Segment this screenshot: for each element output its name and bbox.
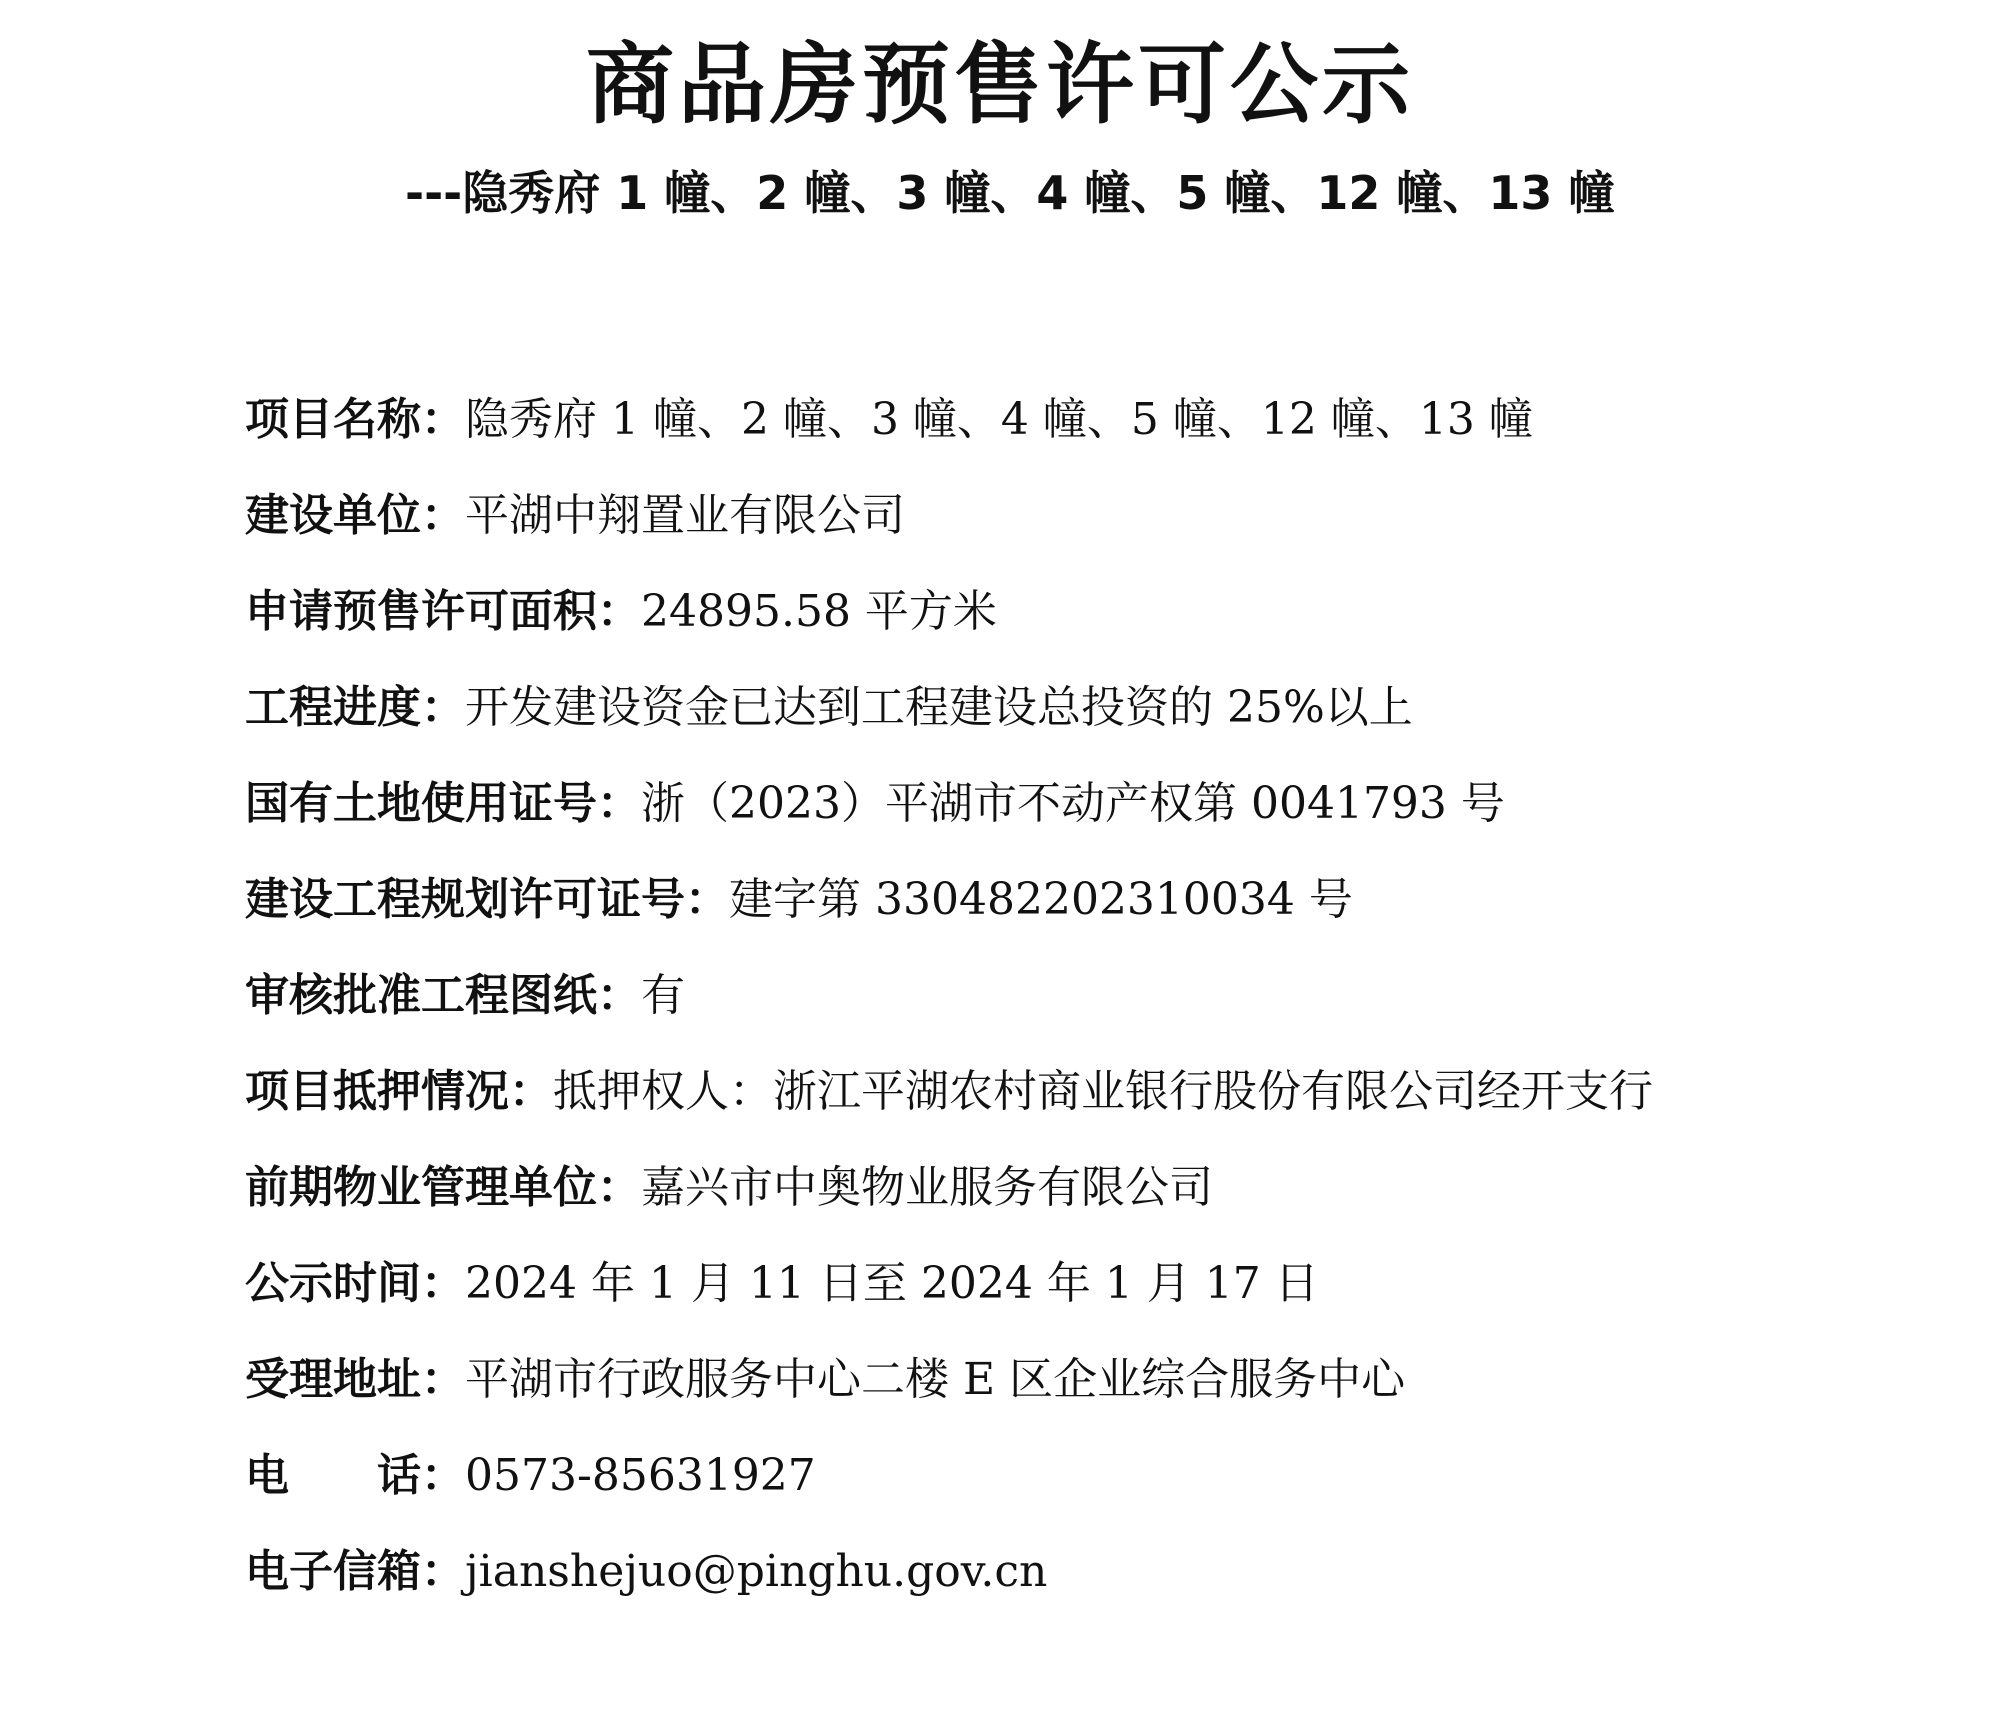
page-title: 商品房预售许可公示 [585,33,1414,136]
field-value: 开发建设资金已达到工程建设总投资的 25%以上 [465,682,1413,733]
field-progress [245,660,1805,756]
field-value: 平湖中翔置业有限公司 [465,490,905,541]
field-developer [245,468,1805,564]
field-value: 2024 年 1 月 11 日至 2024 年 1 月 17 日 [465,1258,1319,1309]
field-presale-area [245,564,1805,660]
field-value: 隐秀府 1 幢、2 幢、3 幢、4 幢、5 幢、12 幢、13 幢 [465,394,1533,445]
field-label: 国有土地使用证号： [245,778,641,829]
field-notice-period [245,1236,1805,1332]
field-land-certificate [245,756,1805,852]
field-approved-drawings [245,948,1805,1044]
field-label: 申请预售许可面积： [245,586,641,637]
field-value: 平湖市行政服务中心二楼 E 区企业综合服务中心 [465,1354,1406,1405]
field-value: 0573-85631927 [465,1450,816,1501]
field-planning-permit [245,852,1805,948]
field-mortgage [245,1044,1805,1140]
field-value: jianshejuo@pinghu.gov.cn [465,1546,1048,1597]
field-label: 项目名称： [245,394,465,445]
field-label: 建设单位： [245,490,465,541]
field-project-name [245,372,1805,468]
page-subtitle: ---隐秀府 1 幢、2 幢、3 幢、4 幢、5 幢、12 幢、13 幢 [405,166,1615,220]
field-address [245,1332,1805,1428]
field-label: 电 话： [245,1450,465,1501]
field-label: 公示时间： [245,1258,465,1309]
field-value: 嘉兴市中奥物业服务有限公司 [641,1162,1213,1213]
field-property-management [245,1140,1805,1236]
field-value: 抵押权人：浙江平湖农村商业银行股份有限公司经开支行 [553,1066,1653,1117]
field-label: 审核批准工程图纸： [245,970,641,1021]
field-label: 建设工程规划许可证号： [245,874,729,925]
field-email [245,1524,1805,1620]
field-label: 前期物业管理单位： [245,1162,641,1213]
field-phone [245,1428,1805,1524]
field-label: 工程进度： [245,682,465,733]
field-value: 有 [641,970,685,1021]
field-value: 24895.58 平方米 [641,586,997,637]
field-value: 建字第 330482202310034 号 [729,874,1353,925]
notice-fields [245,372,1805,1620]
field-label: 项目抵押情况： [245,1066,553,1117]
field-label: 电子信箱： [245,1546,465,1597]
field-value: 浙（2023）平湖市不动产权第 0041793 号 [641,778,1505,829]
field-label: 受理地址： [245,1354,465,1405]
